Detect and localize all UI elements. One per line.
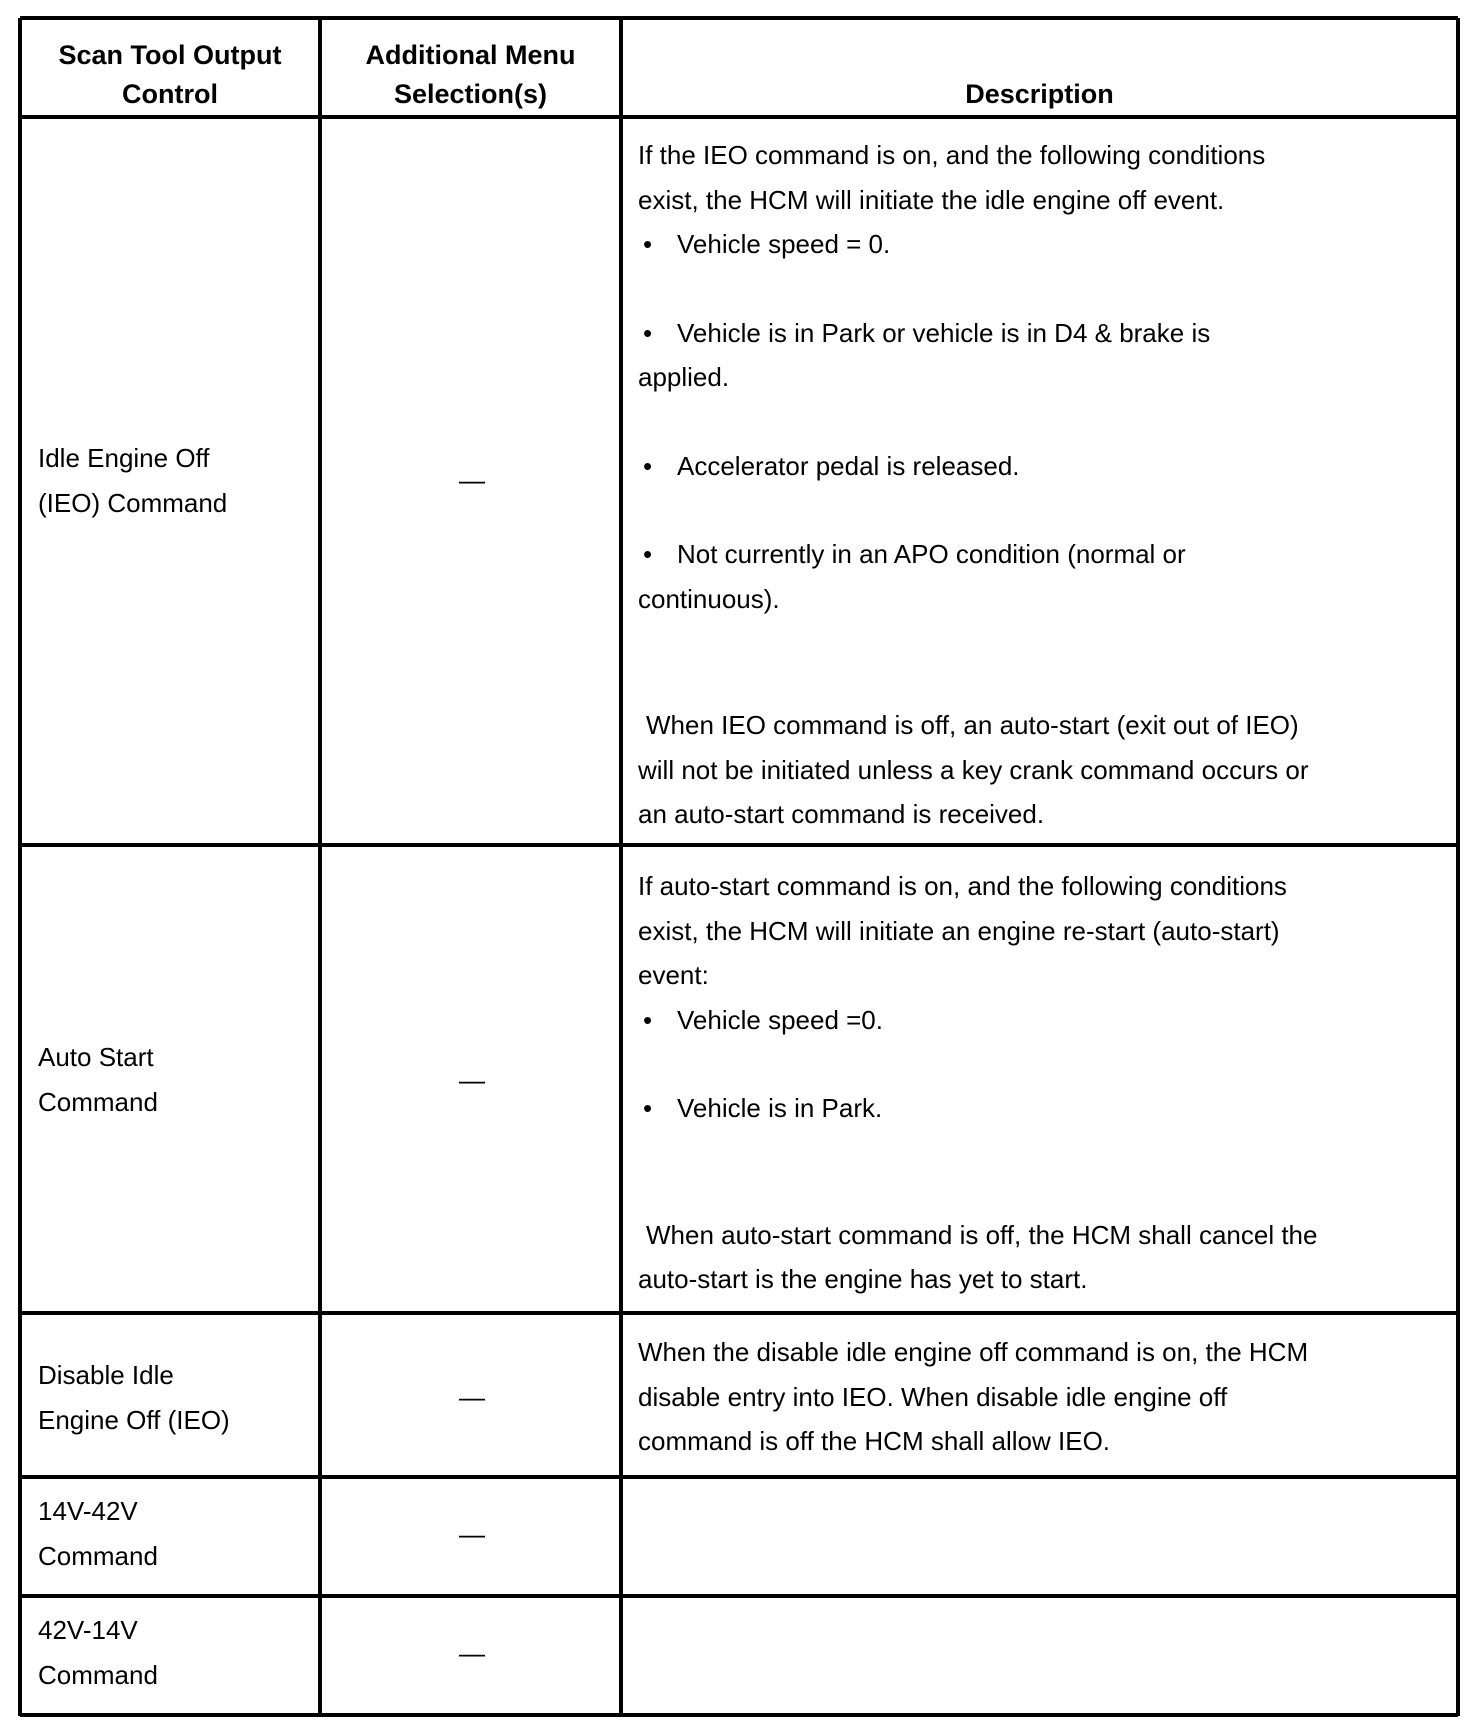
row-14v-42v-menu: — (459, 1519, 485, 1549)
column-divider (318, 18, 322, 1716)
row-disable-ieo-description: When the disable idle engine off command is on, the HCM disable entry into IEO. When disable idle engine off command is off the HCM shall allow IEO. (638, 1337, 1309, 1456)
row-auto-start-description: If auto-start command is on, and the following conditions exist, the HCM will initiate an engine re-start (auto-start) event: • Vehicle speed =0. • Vehicle is in Park. When auto-start command is off, the HCM shall cancel the auto-start is the engine has yet to start. (638, 864, 1378, 1302)
table-border-right (1456, 18, 1460, 1716)
table-border-left (18, 18, 22, 1716)
row-divider (20, 1594, 1458, 1598)
row-disable-ieo-menu: — (459, 1382, 485, 1412)
row-auto-start-control: Auto Start Command (38, 1042, 158, 1117)
row-auto-start-menu: — (459, 1065, 485, 1095)
list-item: • Vehicle is in Park. (643, 1093, 883, 1123)
table-border-top (20, 16, 1458, 20)
header-scan-tool-output-control: Scan Tool Output Control (58, 40, 282, 109)
row-42v-14v-control: 42V-14V Command (38, 1615, 158, 1690)
header-additional-menu-selections: Additional Menu Selection(s) (365, 40, 576, 109)
column-divider (619, 18, 623, 1716)
row-ieo-control: Idle Engine Off (IEO) Command (38, 443, 228, 518)
list-item: • Not currently in an APO condition (normal or (643, 539, 1186, 569)
row-42v-14v-menu: — (459, 1638, 485, 1668)
list-item: • Vehicle speed = 0. (643, 229, 891, 259)
row-divider (20, 1311, 1458, 1315)
list-item: • Vehicle is in Park or vehicle is in D4 & brake is (643, 317, 1211, 348)
row-disable-ieo-control: Disable Idle Engine Off (IEO) (38, 1360, 230, 1435)
row-ieo-description: If the IEO command is on, and the following conditions exist, the HCM will initiate the idle engine off event. • Vehicle speed = 0. • Vehicle is in Park or vehicle is in D4 & brake is applied. • Accelerator pedal is released. • Not currently in an APO condition (normal or continuous). When IEO command is off, an auto-start (exit out of IEO) will not be initiated unless a key crank command occurs or an auto-start command is received. (638, 133, 1378, 837)
row-divider (20, 843, 1458, 847)
list-item: • Vehicle speed =0. (643, 1004, 883, 1035)
row-ieo-menu: — (459, 465, 485, 495)
row-14v-42v-control: 14V-42V Command (38, 1496, 158, 1571)
list-item: • Accelerator pedal is released. (643, 450, 1020, 481)
row-divider (20, 1475, 1458, 1479)
table-border-bottom (20, 1713, 1458, 1717)
header-description: Description (965, 79, 1114, 109)
